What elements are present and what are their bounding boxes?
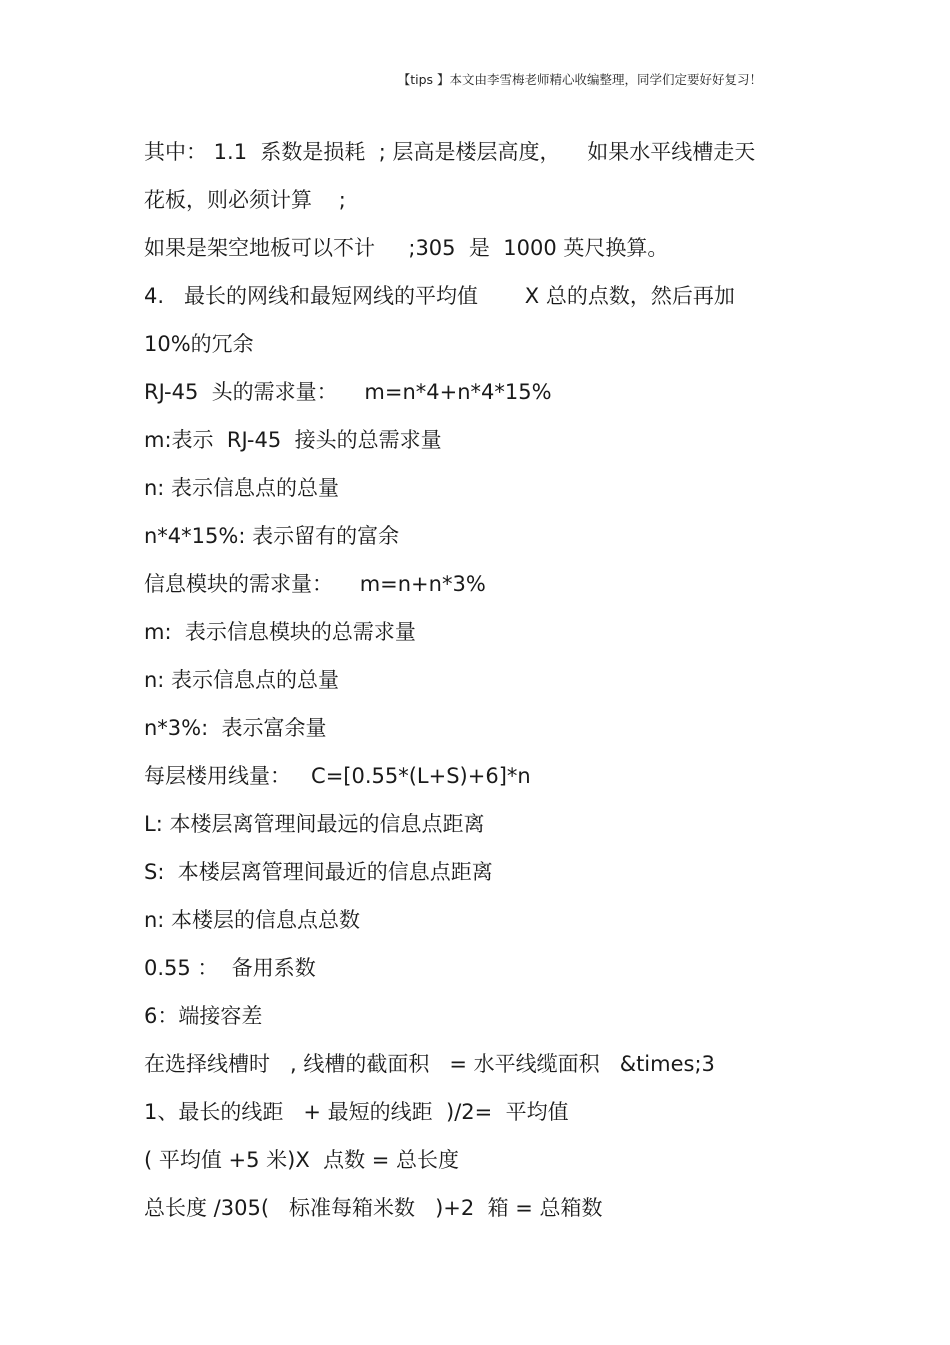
body-line: m:表示 RJ-45 接头的总需求量 (144, 428, 442, 452)
document-body (144, 128, 824, 1232)
body-line: 如果是架空地板可以不计 ;305 是 1000 英尺换算。 (144, 236, 669, 260)
body-line: 花板，则必须计算 ; (144, 188, 346, 212)
body-line: 每层楼用线量： C=[0.55*(L+S)+6]*n (144, 764, 531, 788)
page-header-note: 【tips 】本文由李雪梅老师精心收编整理，同学们定要好好复习！ (397, 72, 762, 87)
body-line: 6：端接容差 (144, 1004, 263, 1028)
body-line: n*3%: 表示富余量 (144, 716, 327, 740)
body-line: 1、最长的线距 + 最短的线距 )/2= 平均值 (144, 1100, 569, 1124)
body-line: n: 表示信息点的总量 (144, 476, 340, 500)
body-line: n: 本楼层的信息点总数 (144, 908, 361, 932)
body-line: n: 表示信息点的总量 (144, 668, 340, 692)
body-line: 总长度 /305( 标准每箱米数 )+2 箱 = 总箱数 (144, 1196, 603, 1220)
body-line: m: 表示信息模块的总需求量 (144, 620, 416, 644)
body-line: L: 本楼层离管理间最远的信息点距离 (144, 812, 485, 836)
body-line: 4. 最长的网线和最短网线的平均值 X 总的点数，然后再加 (144, 284, 735, 308)
body-line: 10%的冗余 (144, 332, 254, 356)
body-line: ( 平均值 +5 米)X 点数 = 总长度 (144, 1148, 460, 1172)
body-line: 信息模块的需求量： m=n+n*3% (144, 572, 486, 596)
body-line: n*4*15%: 表示留有的富余 (144, 524, 400, 548)
body-line: 0.55 ： 备用系数 (144, 956, 316, 980)
body-line: 在选择线槽时 , 线槽的截面积 = 水平线缆面积 &times;3 (144, 1052, 715, 1076)
body-line: 其中： 1.1 系数是损耗 ; 层高是楼层高度， 如果水平线槽走天 (144, 140, 756, 164)
body-line: S: 本楼层离管理间最近的信息点距离 (144, 860, 493, 884)
body-line: RJ-45 头的需求量： m=n*4+n*4*15% (144, 380, 552, 404)
